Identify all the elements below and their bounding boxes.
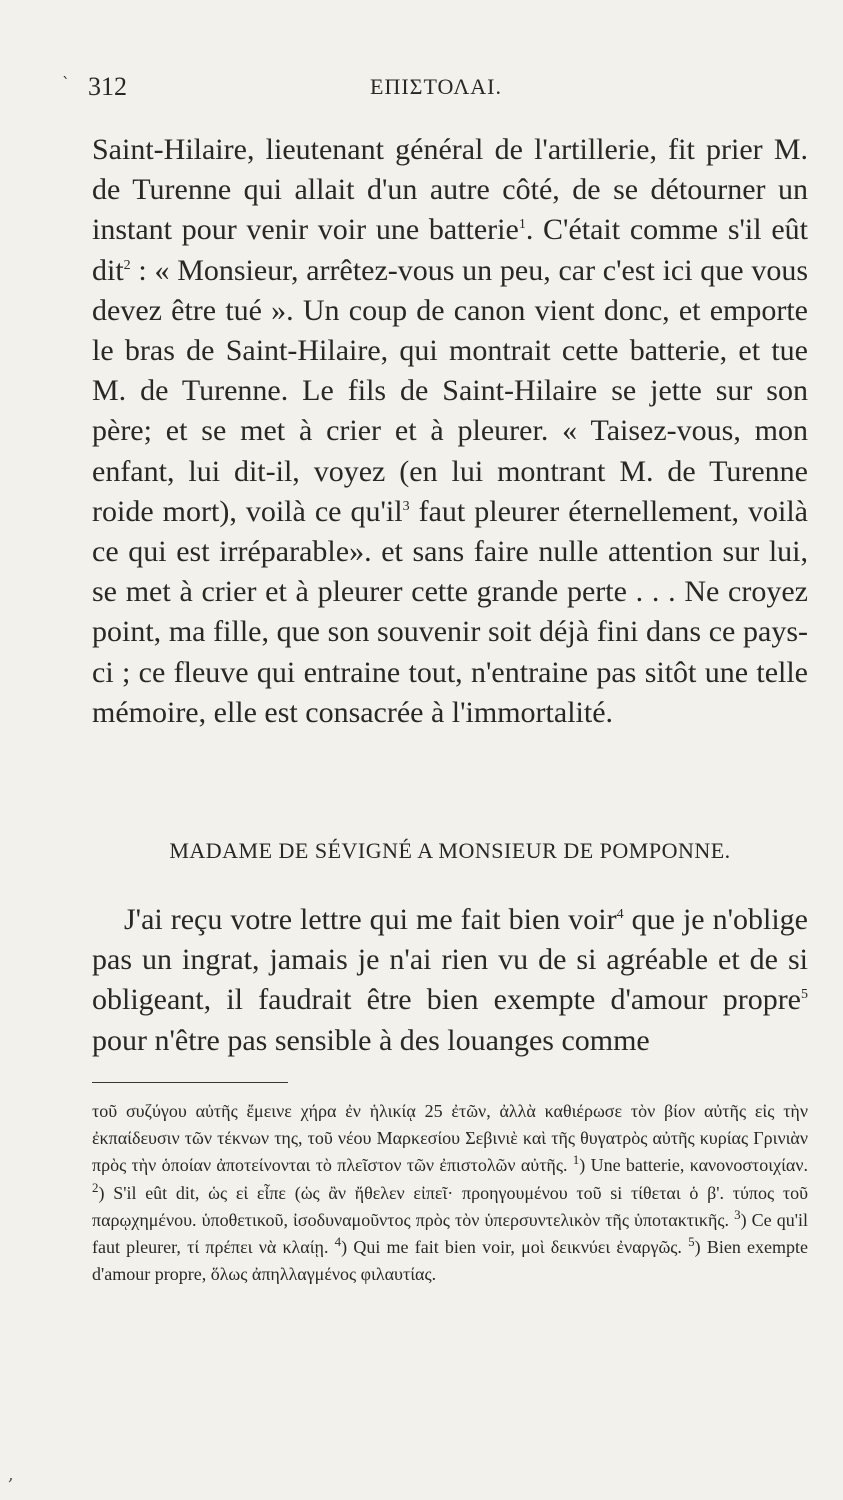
footnotes bbox=[92, 1098, 808, 1288]
paragraph-text: . C'était comme s'il eût dit bbox=[92, 213, 808, 287]
footnote-ref-3: 3 bbox=[402, 498, 410, 514]
margin-mark: , bbox=[8, 1464, 14, 1485]
paragraph-text: faut pleurer éternellement, voilà ce qui est irréparable». et sans faire nulle attention sur lui, se met à crier et à pleurer cette grande perte . . . Ne croyez point, ma fille, que son souvenir soit déjà fini dans ce pays-ci ; ce fleuve qui entraine tout, n'entraine pas sitôt une telle mémoire, elle est consacrée à l'immortalité. bbox=[92, 494, 808, 729]
page-number: 312 bbox=[88, 72, 127, 101]
footnote-number-2: 2 bbox=[92, 1179, 99, 1195]
body-paragraph bbox=[92, 130, 808, 733]
section-heading: MADAME DE SÉVIGNÉ A MONSIEUR DE POMPONNE. bbox=[169, 838, 731, 863]
footnote-1: ) Une batterie, κανονοστοιχίαν. bbox=[579, 1155, 808, 1176]
page-mark: ` bbox=[62, 74, 70, 93]
footnote-3: ) Ce qu'il faut pleurer, τί πρέπει νὰ κλαίῃ. bbox=[92, 1209, 808, 1258]
footnote-number-5: 5 bbox=[688, 1234, 695, 1250]
footnote-continuation: τοῦ συζύγου αὐτῆς ἔμεινε χήρα ἐν ἡλικίᾳ 25 ἐτῶν, ἀλλὰ καθιέρωσε τὸν βίον αὐτῆς εἰς τὴν ἐκπαίδευσιν τῶν τέκνων της, τοῦ νέου Μαρκεσίου Σεβινιὲ καὶ τῆς θυγατρὸς αὐτῆς κυρίας Γρινιὰν πρὸς τὴν ὁποίαν ἀποτείνονται τὸ πλεῖστον τῶν ἐπιστολῶν αὐτῆς. bbox=[92, 1101, 808, 1176]
footnote-number-1: 1 bbox=[572, 1152, 580, 1168]
paragraph-text: Saint-Hilaire, lieutenant général de l'artillerie, fit prier M. de Turenne qui allait d'un autre côté, de se détourner un instant pour venir voir une batterie bbox=[92, 133, 808, 247]
page-header bbox=[70, 72, 810, 112]
footnote-number-4: 4 bbox=[334, 1234, 342, 1250]
footnote-4: ) Qui me fait bien voir, μοὶ δεικνύει ἐναργῶς. bbox=[341, 1237, 682, 1258]
footnote-2: ) S'il eût dit, ὡς εἰ εἶπε (ὡς ἂν ἤθελεν εἰπεῖ· προηγουμένου τοῦ si τίθεται ὁ β'. τύπος τοῦ παρῳχημένου. ὑποθετικοῦ, ἰσοδυναμοῦντος πρὸς τὸν ὑπερσυντελικὸν τῆς ὑποτακτικῆς. bbox=[92, 1182, 808, 1230]
footnote-ref-2: 2 bbox=[123, 257, 131, 273]
letter-paragraph bbox=[92, 900, 808, 1061]
running-title: ΕΠΙΣΤΟΛΑΙ. bbox=[370, 74, 502, 99]
footnote-number-3: 3 bbox=[734, 1206, 741, 1222]
footnote-ref-4: 4 bbox=[616, 907, 624, 922]
footnote-5: ) Bien exempte d'amour propre, ὅλως ἀπηλλαγμένος φιλαυτίας. bbox=[92, 1237, 808, 1285]
footnote-ref-5: 5 bbox=[801, 987, 808, 1003]
paragraph-text: J'ai reçu votre lettre qui me fait bien voir bbox=[124, 903, 617, 936]
footnote-ref-1: 1 bbox=[518, 217, 526, 233]
footnote-divider bbox=[92, 1082, 288, 1083]
paragraph-text: pour n'être pas sensible à des louanges comme bbox=[92, 1023, 650, 1057]
paragraph-text: que je n'oblige pas un ingrat, jamais je n'ai rien vu de si agréable et de si obligeant, il faudrait être bien exempte d'amour propre bbox=[92, 903, 809, 1017]
paragraph-text: : « Monsieur, arrêtez-vous un peu, car c'est ici que vous devez être tué ». Un coup de canon vient donc, et emporte le bras de Saint-Hilaire, qui montrait cette batterie, et tue M. de Turenne. Le fils de Saint-Hilaire se jette sur son père; et se met à crier et à pleurer. « Taisez-vous, mon enfant, lui dit-il, voyez (en lui montrant M. de Turenne roide mort), voilà ce qu'il bbox=[92, 253, 808, 528]
